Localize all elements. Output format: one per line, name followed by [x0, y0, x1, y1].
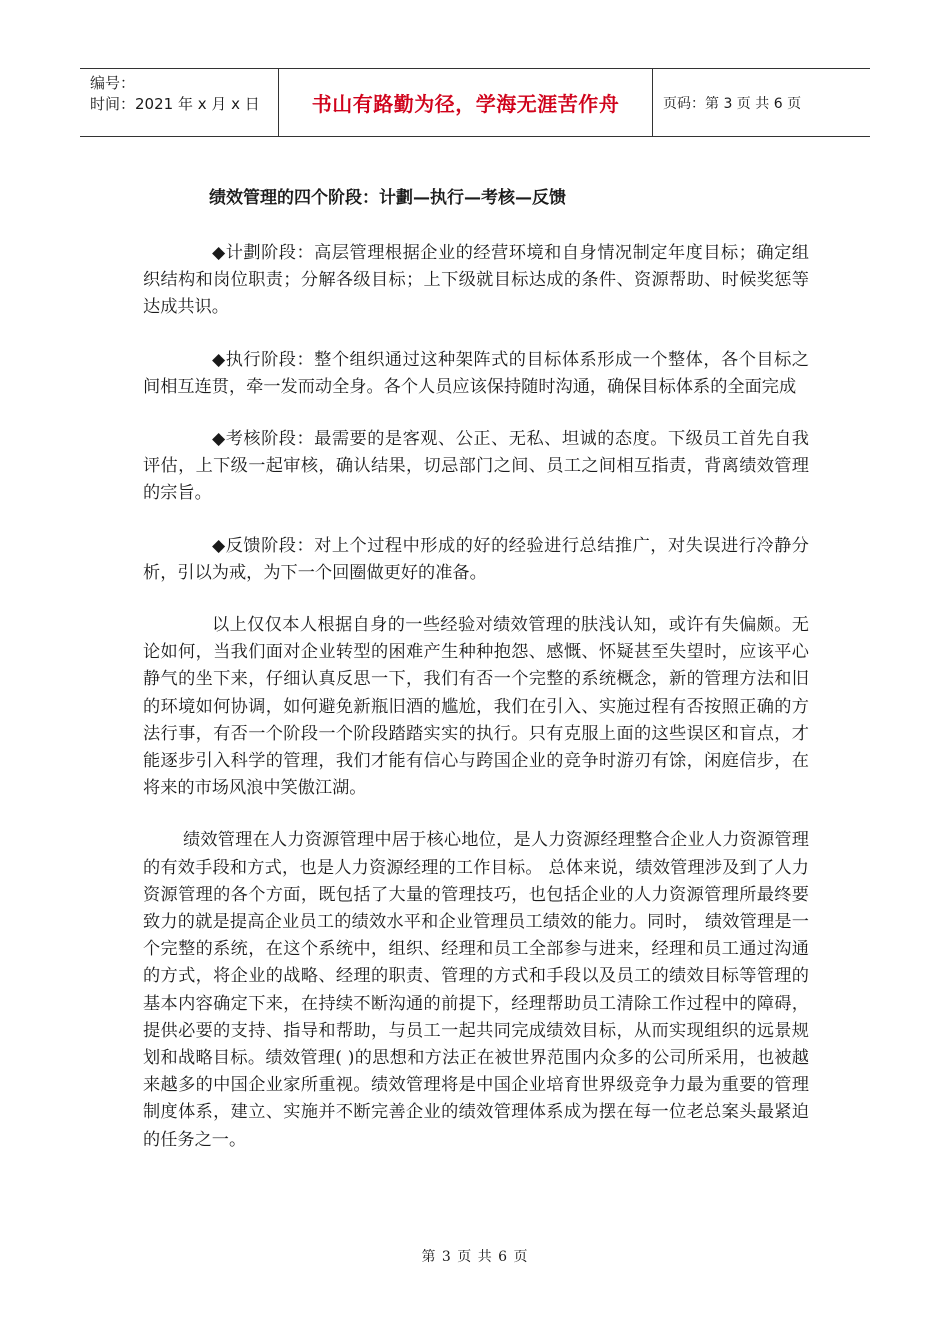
date-line: 时间：2021 年 x 月 x 日	[90, 95, 260, 113]
header-meta	[80, 69, 279, 136]
paragraph-reflection: 以上仅仅本人根据自身的一些经验对绩效管理的肤浅认知，或许有失偏颇。无论如何，当我们面对企业转型的困难产生种种抱怨、感慨、怀疑甚至失望时，应该平心静气的坐下来，仔细认真反思一下，我们有否一个完整的系统概念，新的管理方法和旧的环境如何协调，如何避免新瓶旧酒的尴尬，我们在引入、实施过程有否按照正确的方法行事，有否一个阶段一个阶段踏踏实实的执行。只有克服上面的这些误区和盲点，才能逐步引入科学的管理，我们才能有信心与跨国企业的竞争时游刃有馀，闲庭信步，在将来的市场风浪中笑傲江湖。	[143, 615, 809, 799]
header-motto: 书山有路勤为径，学海无涯苦作舟	[279, 69, 653, 136]
number-label: 编号：	[90, 74, 136, 92]
paragraph-performance-management: 绩效管理在人力资源管理中居于核心地位，是人力资源经理整合企业人力资源管理的有效手段和方式，也是人力资源经理的工作目标。 总体来说，绩效管理涉及到了人力资源管理的各个方面，既包括了大量的管理技巧，也包括企业的人力资源管理所最终要致力的就是提高企业员工的绩效水平和企业管理员工绩效的能力。同时， 绩效管理是一个完整的系统，在这个系统中，组织、经理和员工全部参与进来，经理和员工通过沟通的方式，将企业的战略、经理的职责、管理的方式和手段以及员工的绩效目标等管理的基本内容确定下来，在持续不断沟通的前提下，经理帮助员工清除工作过程中的障碍，提供必要的支持、指导和帮助，与员工一起共同完成绩效目标，从而实现组织的远景规划和战略目标。绩效管理( )的思想和方法正在被世界范围内众多的公司所采用，也被越来越多的中国企业家所重视。绩效管理将是中国企业培育世界级竞争力最为重要的管理制度体系，建立、实施并不断完善企业的绩效管理体系成为摆在每一位老总案头最紧迫的任务之一。	[143, 830, 809, 1150]
header-page-info: 页码：第 3 页 共 6 页	[663, 95, 802, 112]
paragraph-execute-stage: ◆执行阶段：整个组织通过这种架阵式的目标体系形成一个整体，各个目标之间相互连贯，牵一发而动全身。各个人员应该保持随时沟通，确保目标体系的全面完成	[143, 349, 809, 397]
page-footer: 第 3 页 共 6 页	[421, 1249, 529, 1265]
paragraph-plan-stage: ◆计劃阶段：高层管理根据企业的经营环境和自身情况制定年度目标；确定组织结构和岗位职责；分解各级目标；上下级就目标达成的条件、资源帮助、时候奖惩等达成共识。	[143, 243, 809, 318]
document-body	[143, 172, 809, 1154]
section-title: 绩效管理的四个阶段：计劃—执行—考核—反馈	[209, 188, 566, 208]
document-header	[80, 68, 870, 137]
paragraph-feedback-stage: ◆反馈阶段：对上个过程中形成的好的经验进行总结推广，对失误进行冷静分析，引以为戒，为下一个回圈做更好的准备。	[143, 535, 809, 583]
paragraph-assess-stage: ◆考核阶段：最需要的是客观、公正、无私、坦诚的态度。下级员工首先自我评估，上下级一起审核，确认结果，切忌部门之间、员工之间相互指责，背离绩效管理的宗旨。	[143, 429, 809, 504]
